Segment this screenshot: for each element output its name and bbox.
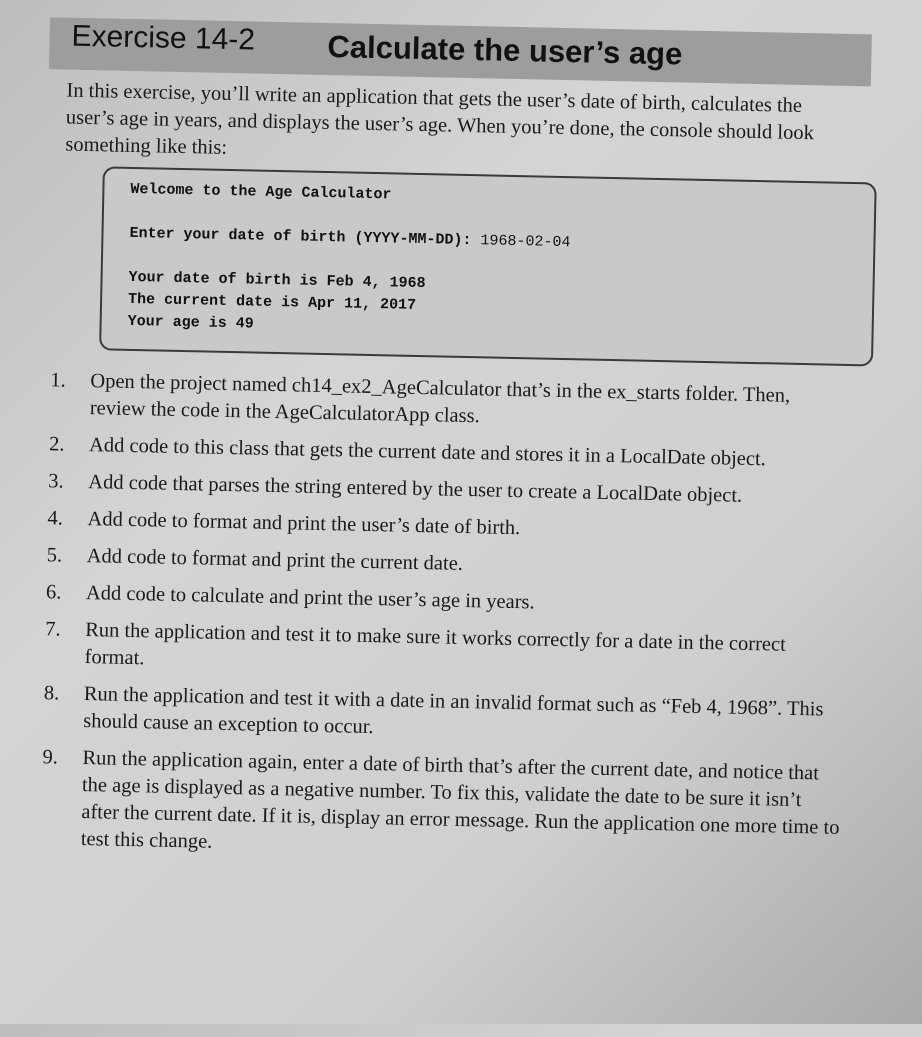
step-number: 9. (42, 746, 59, 769)
step-number: 3. (48, 470, 64, 493)
step-3 (48, 468, 848, 512)
step-number: 8. (43, 682, 60, 705)
step-text: Run the application again, enter a date of birth that’s after the current date, and notice that the age is displayed as a negative number. To fix this, validate the date to be sure it isn’t after the current date. If it is, display an error message. Run the application one more time to test this change. (80, 747, 840, 853)
step-5 (46, 542, 846, 586)
step-number: 2. (48, 433, 65, 456)
step-text: Open the project named ch14_ex2_AgeCalculator that’s in the ex_starts folder. Then, review the code in the AgeCalculatorApp class. (89, 370, 791, 428)
step-text: Add code to this class that gets the current date and stores it in a LocalDate object. (88, 434, 767, 471)
step-1 (50, 367, 851, 438)
console-current-line: The current date is Apr 11, 2017 (127, 290, 417, 314)
step-text: Run the application and test it to make sure it works correctly for a date in the correct format. (84, 619, 787, 670)
step-text: Add code to format and print the current date. (86, 545, 464, 575)
exercise-number: Exercise 14-2 (71, 19, 256, 57)
step-8 (43, 680, 844, 751)
steps-list (40, 367, 850, 879)
console-input-value: 1968-02-04 (480, 232, 571, 252)
console-output-box (99, 166, 877, 366)
step-number: 4. (47, 507, 64, 530)
step-text: Run the application and test it with a date in an invalid format such as “Feb 4, 1968”. This should cause an exception to occur. (83, 683, 824, 739)
console-prompt-line (129, 225, 570, 251)
step-9 (41, 744, 843, 869)
console-age-line: Your age is 49 (127, 312, 254, 333)
step-text: Add code that parses the string entered by the user to create a LocalDate object. (88, 471, 743, 507)
step-7 (44, 616, 845, 687)
console-birth-line: Your date of birth is Feb 4, 1968 (128, 268, 426, 293)
step-number: 7. (44, 618, 61, 641)
intro-paragraph: In this exercise, you’ll write an application that gets the user’s date of birth, calculates the user’s age in years, and displays the user’s age. When you’re done, the console should look something like this: (65, 79, 815, 159)
console-welcome-line: Welcome to the Age Calculator (130, 180, 392, 204)
step-number: 6. (45, 581, 62, 604)
step-4 (47, 505, 847, 549)
exercise-title: Calculate the user’s age (327, 29, 683, 72)
step-text: Add code to format and print the user’s date of birth. (87, 508, 521, 540)
step-number: 5. (46, 544, 63, 567)
step-number: 1. (50, 369, 67, 392)
step-6 (46, 579, 846, 623)
step-2 (49, 431, 849, 475)
console-prompt: Enter your date of birth (YYYY-MM-DD): (129, 224, 481, 250)
step-text: Add code to calculate and print the user’s age in years. (85, 582, 535, 614)
